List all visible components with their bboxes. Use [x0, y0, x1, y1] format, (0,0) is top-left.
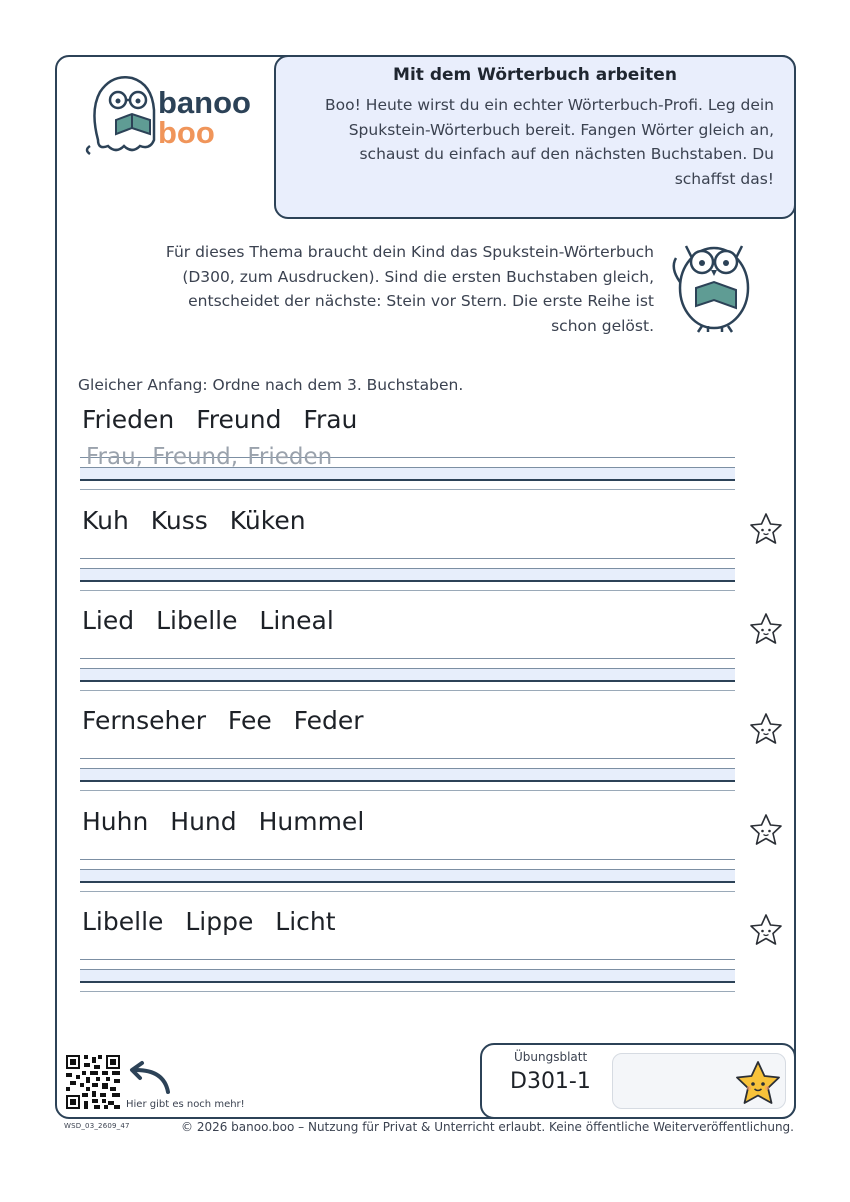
star-outline-icon[interactable]	[748, 512, 784, 546]
brand-logo	[158, 85, 251, 150]
writing-lines[interactable]	[80, 758, 735, 792]
sheet-id-box	[480, 1043, 796, 1119]
exercise-words: Kuh Kuss Küken	[82, 506, 306, 535]
brand-line-2: boo	[158, 115, 215, 150]
parent-note: Für dieses Thema braucht dein Kind das Spukstein-Wörterbuch (D300, zum Ausdrucken). Sind die ersten Buchstaben gleich, entscheidet der nächste: Stein vor Stern. Die erste Reihe ist schon gelöst.	[165, 243, 654, 335]
writing-lines[interactable]	[80, 658, 735, 692]
exercise-row-3	[80, 606, 780, 706]
exercise-words: Frieden Freund Frau	[82, 405, 358, 434]
exercise-row-2	[80, 506, 780, 606]
example-answer: Frau, Freund, Frieden	[86, 444, 333, 470]
exercise-words: Fernseher Fee Feder	[82, 706, 364, 735]
star-filled-icon	[733, 1059, 783, 1107]
writing-lines[interactable]	[80, 959, 735, 993]
exercise-row-6	[80, 907, 780, 1007]
brand-line-1: banoo	[158, 85, 251, 120]
sheet-label: Übungsblatt	[514, 1050, 588, 1064]
star-outline-icon[interactable]	[748, 612, 784, 646]
owl-reading-icon	[662, 228, 762, 336]
copyright-notice: © 2026 banoo.boo – Nutzung für Privat & Unterricht erlaubt. Keine öffentliche Weiterveröffentlichung.	[181, 1120, 794, 1134]
exercise-words: Lied Libelle Lineal	[82, 606, 334, 635]
exercise-words: Libelle Lippe Licht	[82, 907, 336, 936]
exercise-row-4	[80, 706, 780, 806]
curved-arrow-icon	[126, 1060, 174, 1096]
exercise-words: Huhn Hund Hummel	[82, 807, 365, 836]
writing-lines[interactable]	[80, 859, 735, 893]
star-outline-icon[interactable]	[748, 813, 784, 847]
intro-text: Boo! Heute wirst du ein echter Wörterbuch-Profi. Leg dein Spukstein-Wörterbuch bereit. Fangen Wörter gleich an, schaust du einfach auf den nächsten Buchstaben. Du schaffst das!	[325, 96, 774, 188]
qr-caption: Hier gibt es noch mehr!	[126, 1099, 245, 1110]
exercise-row-1	[80, 405, 780, 505]
instruction: Gleicher Anfang: Ordne nach dem 3. Buchstaben.	[78, 376, 464, 394]
sheet-code: D301-1	[510, 1069, 591, 1094]
qr-code-icon[interactable]	[66, 1055, 120, 1109]
writing-lines[interactable]	[80, 558, 735, 592]
worksheet-code: WSD_03_2609_47	[64, 1122, 130, 1130]
page-title: Mit dem Wörterbuch arbeiten	[393, 65, 677, 85]
star-outline-icon[interactable]	[748, 712, 784, 746]
exercise-row-5	[80, 807, 780, 907]
intro-box	[274, 55, 796, 219]
score-field[interactable]	[612, 1053, 786, 1109]
star-outline-icon[interactable]	[748, 913, 784, 947]
